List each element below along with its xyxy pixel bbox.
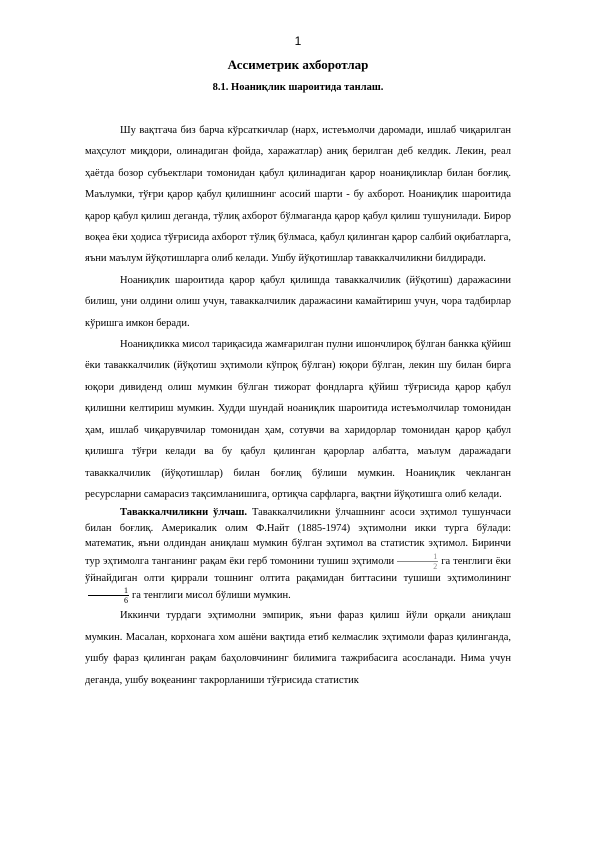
paragraph-2: Ноаниқлик шароитида қарор қабул қилишда таваккалчилик (йўқотиш) даражасини билиш, уни олдини олиш учун, таваккалчилик даражасини камайтириш учун, чора тадбирлар кўришга имкон беради. [85, 274, 511, 329]
fraction-half-numerator: 1 [397, 552, 438, 562]
paragraph-3: Ноаниқликка мисол тариқасида жамғарилган пулни ишончлироқ бўлган банкка қўйиш ёки таваккалчилик (йўқотиш эҳтимоли кўпроқ бўлган) юқори бўлган, лекин шу билан бирга юқори дивиденд олиш мумкин бўлган тижорат фондларга қўйиш тўғрисида қарор қабул қилишни келтириш мумкин. Худди шундай ноаниқлик шароитида истеъмолчилар томонидан ҳам, ишлаб чиқарувчилар томонидан ҳам, сотувчи ва харидорлар томонидан қарор қабул қилишга тўғри келади ва бу қабул қилинган қарорлар албатта, маълум даражадаги таваккалчилик (йўқотишлар) билан боғлиқ бўлиши мумкин. Ноаниқлик чекланган ресурсларни самарасиз тақсимланишига, ортиқча сарфларга, вақтни йўқотишга олиб келади. [85, 339, 511, 500]
paragraph-4 [85, 505, 511, 605]
paragraph-4-text-3: га тенглиги мисол бўлиши мумкин. [132, 590, 291, 602]
paragraph-4-text-2: га тенглиги ёки ўйнайдиган олти қиррали тошнинг олтита рақамидан биттасини тушиши эҳтимолининг [85, 555, 511, 584]
paragraph-1: Шу вақтгача биз барча кўрсаткичлар (нарх, истеъмолчи даромади, ишлаб чиқарилган маҳсулот миқдори, олинадиган фойда, харажатлар) аниқ берилган деб келдик. Лекин, реал ҳаётда бозор субъектлари томонидан қабул қилинадиган қарор ноаниқликлар билан боғлиқ. Маълумки, тўғри қарор қабул қилишнинг асосий шарти - бу ахборот. Ноаниқлик шароитида қарор қабул қилиш деганда, тўлиқ ахборот бўлмаганда қарор қабул қилиш тушунилади. Бирор воқеа ёки ҳодиса тўғрисида ахборот тўлиқ бўлмаса, қабул қилинган қарор салбий оқибатларга, яъни маълум йўқотишларга олиб келади. Ушбу йўқотишлар таваккалчиликни билдиради. [85, 125, 511, 265]
fraction-sixth-denominator: 6 [124, 596, 128, 606]
paragraph-4-term: Таваккалчиликни ўлчаш. [120, 507, 247, 519]
fraction-sixth-numerator: 1 [88, 586, 129, 596]
fraction-one-half [397, 552, 438, 571]
paragraph-5: Иккинчи турдаги эҳтимолни эмпирик, яъни фараз қилиш йўли орқали аниқлаш мумкин. Масалан, корхонага хом ашёни вақтида етиб келмаслик эҳтимоли фараз қилинганда, ушбу фараз қилинган рақам баҳоловчининг билимига тажрибасига асосланади. Нима учун деганда, ушбу воқеанинг такрорланиши тўғрисида статистик [85, 610, 511, 686]
section-heading: 8.1. Ноаниқлик шароитида танлаш. [212, 82, 384, 93]
page-number: 1 [294, 34, 302, 48]
fraction-half-denominator: 2 [433, 561, 438, 571]
page-title: Ассиметрик ахборотлар [227, 57, 369, 72]
paragraph-4-text: Таваккалчиликни ўлчашнинг асоси эҳтимол тушунчаси билан боғлиқ. Америкалик олим Ф.Найт (1885-1974) эҳтимолни икки турга бўлади: математик, яъни олдиндан аниқлаш мумкин бўлган эҳтимол ва статистик эҳтимол. Биринчи тур эҳтимолга танганинг рақам ёки герб томонини тушиш эҳтимоли [85, 507, 511, 567]
fraction-one-sixth [88, 586, 129, 605]
document-body [85, 120, 511, 691]
